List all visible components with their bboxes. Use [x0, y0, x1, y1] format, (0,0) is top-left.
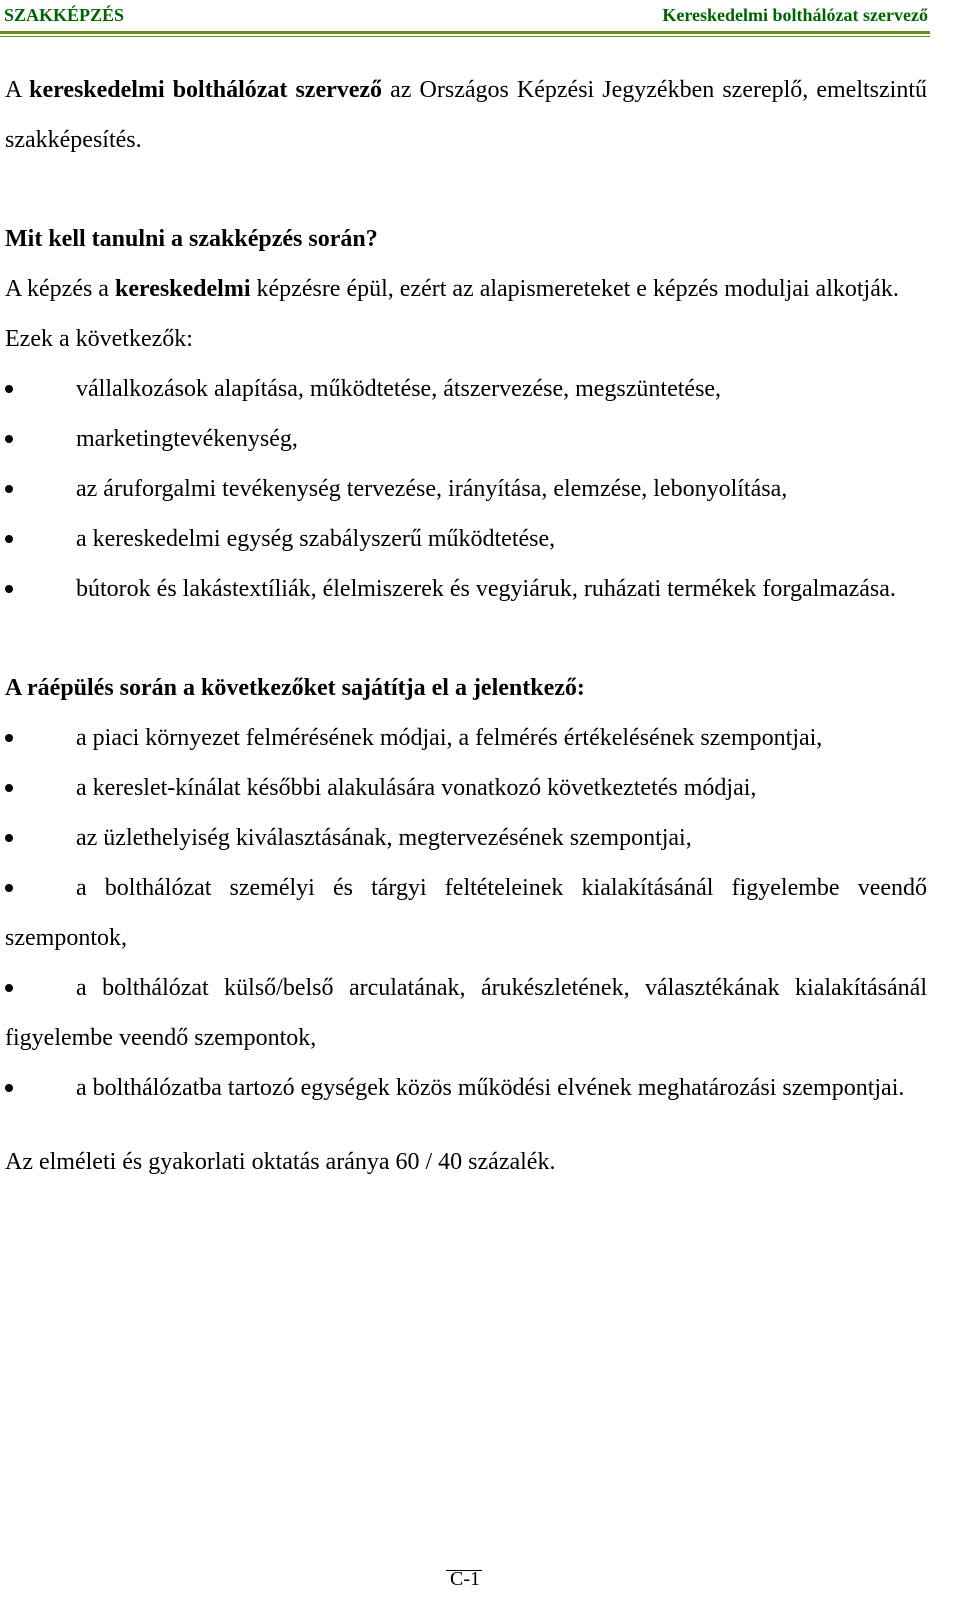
- bullet-icon: [5, 535, 13, 543]
- bullet-icon: [5, 784, 13, 792]
- list-item-text: a piaci környezet felmérésének módjai, a felmérés értékelésének szempontjai,: [76, 725, 823, 751]
- list-item: [5, 564, 927, 614]
- list-item-text: marketingtevékenység,: [76, 426, 298, 452]
- list-item-text: a bolthálózat külső/belső arculatának, árukészletének, választékának kialakításánál figyelembe veendő szempontok,: [5, 975, 927, 1051]
- list-item: [5, 763, 927, 813]
- header-right-title: Kereskedelmi bolthálózat szervező: [662, 4, 928, 25]
- list-item: [5, 364, 927, 414]
- list-item: [5, 813, 927, 863]
- closing-paragraph: Az elméleti és gyakorlati oktatás aránya 60 / 40 százalék.: [5, 1149, 556, 1175]
- bullet-icon: [5, 734, 13, 742]
- section1-paragraph: [5, 264, 927, 314]
- page-header: [4, 2, 928, 28]
- bullet-icon: [5, 435, 13, 443]
- section1-bold-term: kereskedelmi: [114, 276, 251, 302]
- list-item-text: vállalkozások alapítása, működtetése, átszervezése, megszüntetése,: [76, 376, 722, 402]
- list-item-text: az üzlethelyiség kiválasztásának, megtervezésének szempontjai,: [76, 825, 692, 851]
- bullet-icon: [5, 485, 13, 493]
- list-item: [5, 414, 927, 464]
- bullet-icon: [5, 385, 13, 393]
- intro-paragraph: [5, 65, 927, 165]
- section1-list: [5, 364, 927, 614]
- list-item-text: a bolthálózatba tartozó egységek közös működési elvének meghatározási szempontjai.: [76, 1075, 905, 1101]
- header-left-title: SZAKKÉPZÉS: [4, 4, 125, 25]
- header-divider: [0, 31, 930, 37]
- section1-text-2: képzésre épül, ezért az alapismereteket e képzés moduljai alkotják.: [250, 276, 899, 302]
- list-item: [5, 963, 927, 1063]
- bullet-icon: [5, 1084, 13, 1092]
- intro-text-1: A: [5, 77, 30, 103]
- section1-text-1: A képzés a: [5, 276, 115, 302]
- list-item-text: a bolthálózat személyi és tárgyi feltételeinek kialakításánál figyelembe veendő szempontok,: [5, 875, 927, 951]
- list-item: [5, 863, 927, 963]
- section1-list-intro: Ezek a következők:: [5, 326, 193, 352]
- spacer: [5, 165, 927, 214]
- document-body: [5, 65, 927, 1187]
- section1-heading: Mit kell tanulni a szakképzés során?: [5, 226, 378, 252]
- spacer: [5, 614, 927, 663]
- page-number: C-1: [450, 1568, 480, 1590]
- intro-qualification-name: kereskedelmi bolthálózat szervező: [29, 77, 383, 103]
- bullet-icon: [5, 834, 13, 842]
- list-item-text: az áruforgalmi tevékenység tervezése, irányítása, elemzése, lebonyolítása,: [76, 476, 788, 502]
- bullet-icon: [5, 585, 13, 593]
- list-item: [5, 464, 927, 514]
- spacer: [5, 1113, 927, 1137]
- list-item-text: a kereskedelmi egység szabályszerű működtetése,: [76, 526, 556, 552]
- list-item: [5, 1063, 927, 1113]
- section2-list: [5, 713, 927, 1113]
- section2-heading: A ráépülés során a következőket sajátítja el a jelentkező:: [5, 675, 585, 701]
- bullet-icon: [5, 984, 13, 992]
- intro-text-2: az Országos Képzési Jegyzékben szereplő, emeltszintű szakképesítés.: [5, 77, 927, 153]
- list-item-text: bútorok és lakástextíliák, élelmiszerek és vegyiáruk, ruházati termékek forgalmazása.: [76, 576, 896, 602]
- list-item-text: a kereslet-kínálat későbbi alakulására vonatkozó következtetés módjai,: [76, 775, 757, 801]
- list-item: [5, 713, 927, 763]
- list-item: [5, 514, 927, 564]
- bullet-icon: [5, 884, 13, 892]
